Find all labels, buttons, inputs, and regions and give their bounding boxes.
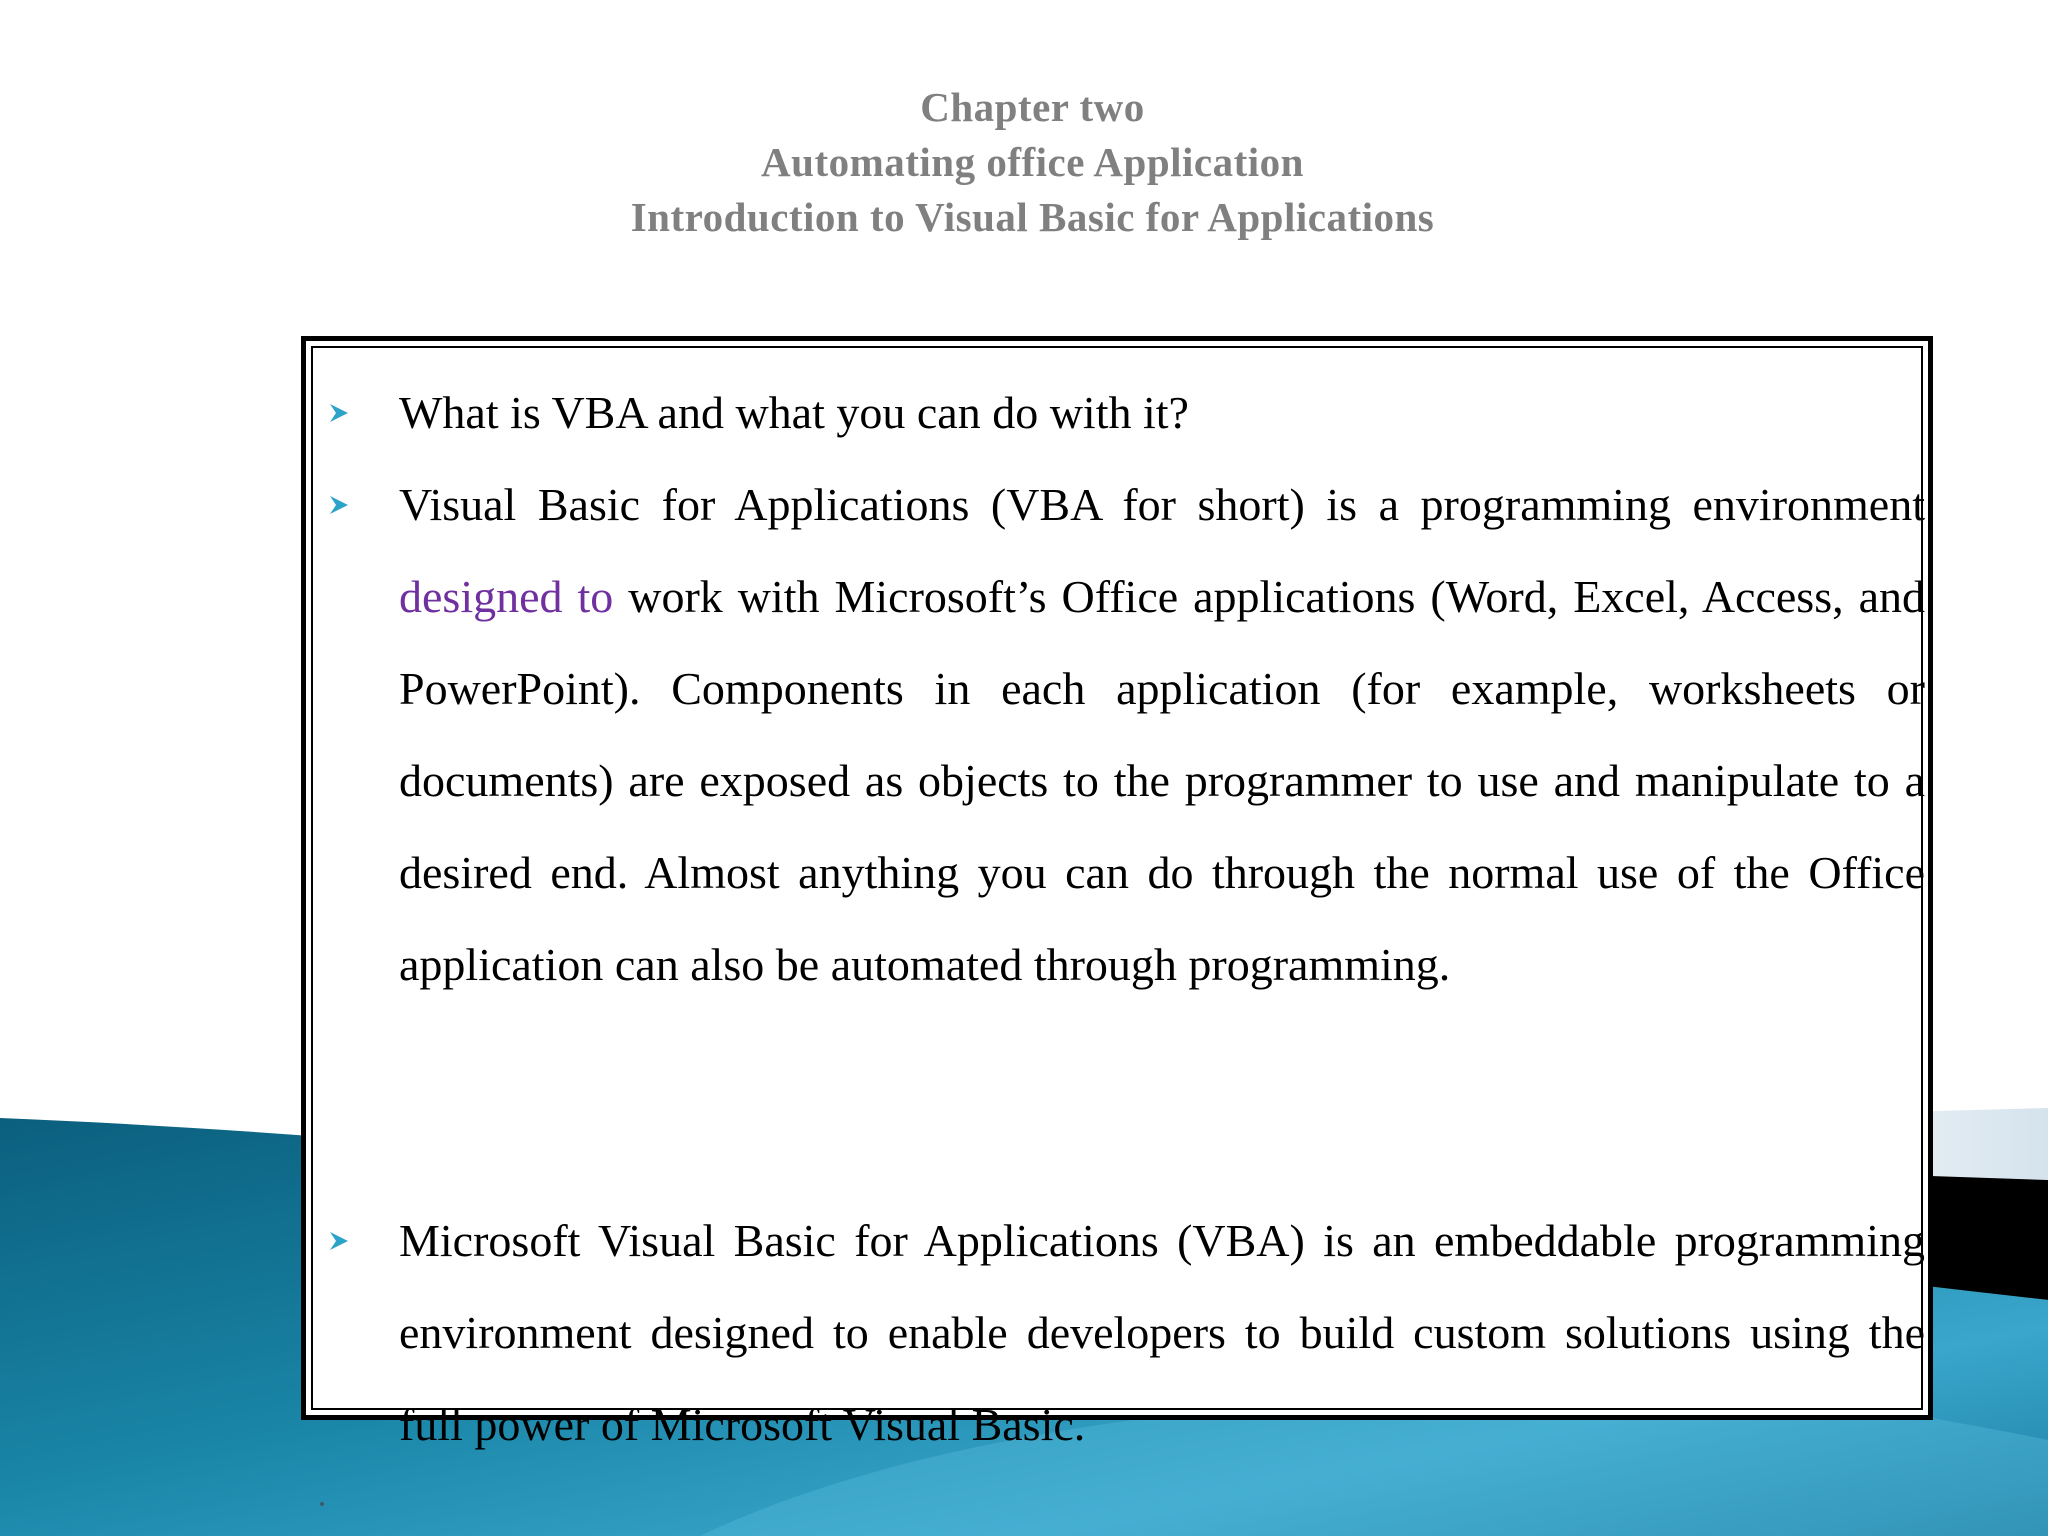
bullet-text-1: What is VBA and what you can do with it? (399, 387, 1189, 438)
bullet-list (306, 341, 1928, 1450)
slide-title (0, 80, 2048, 245)
title-line-subtopic: Introduction to Visual Basic for Applications (630, 194, 1435, 240)
bullet-text-2-end: work with Microsoft’s Office applications (Word, Excel, Access, and PowerPoint). Components in each application (for example, worksheets or documents) are exposed as objects to the programmer to use and manipulate to a desired end. Almost anything you can do through the normal use of the Office application can also be automated through programming. (399, 571, 1925, 990)
title-line-chapter: Chapter two (920, 84, 1145, 130)
bullet-text-3: Microsoft Visual Basic for Applications (VBA) is an embeddable programming environment designed to enable developers to build custom solutions using the full power of Microsoft Visual Basic. (399, 1215, 1925, 1450)
arrowhead-bullet-icon (328, 402, 350, 424)
bullet-text-2-start: Visual Basic for Applications (VBA for short) is a programming environment (399, 479, 1925, 530)
bullet-item-3 (399, 1195, 1925, 1471)
bullet-item-2 (399, 459, 1925, 1011)
highlighted-phrase: designed to (399, 571, 614, 622)
bullet-item-1 (399, 367, 1925, 459)
bullet-text-2 (399, 459, 1925, 1011)
content-box (301, 336, 1933, 1450)
arrowhead-bullet-icon (328, 494, 350, 516)
footer-mark (320, 1502, 324, 1506)
title-line-topic: Automating office Application (761, 139, 1304, 185)
arrowhead-bullet-icon (328, 1230, 350, 1252)
